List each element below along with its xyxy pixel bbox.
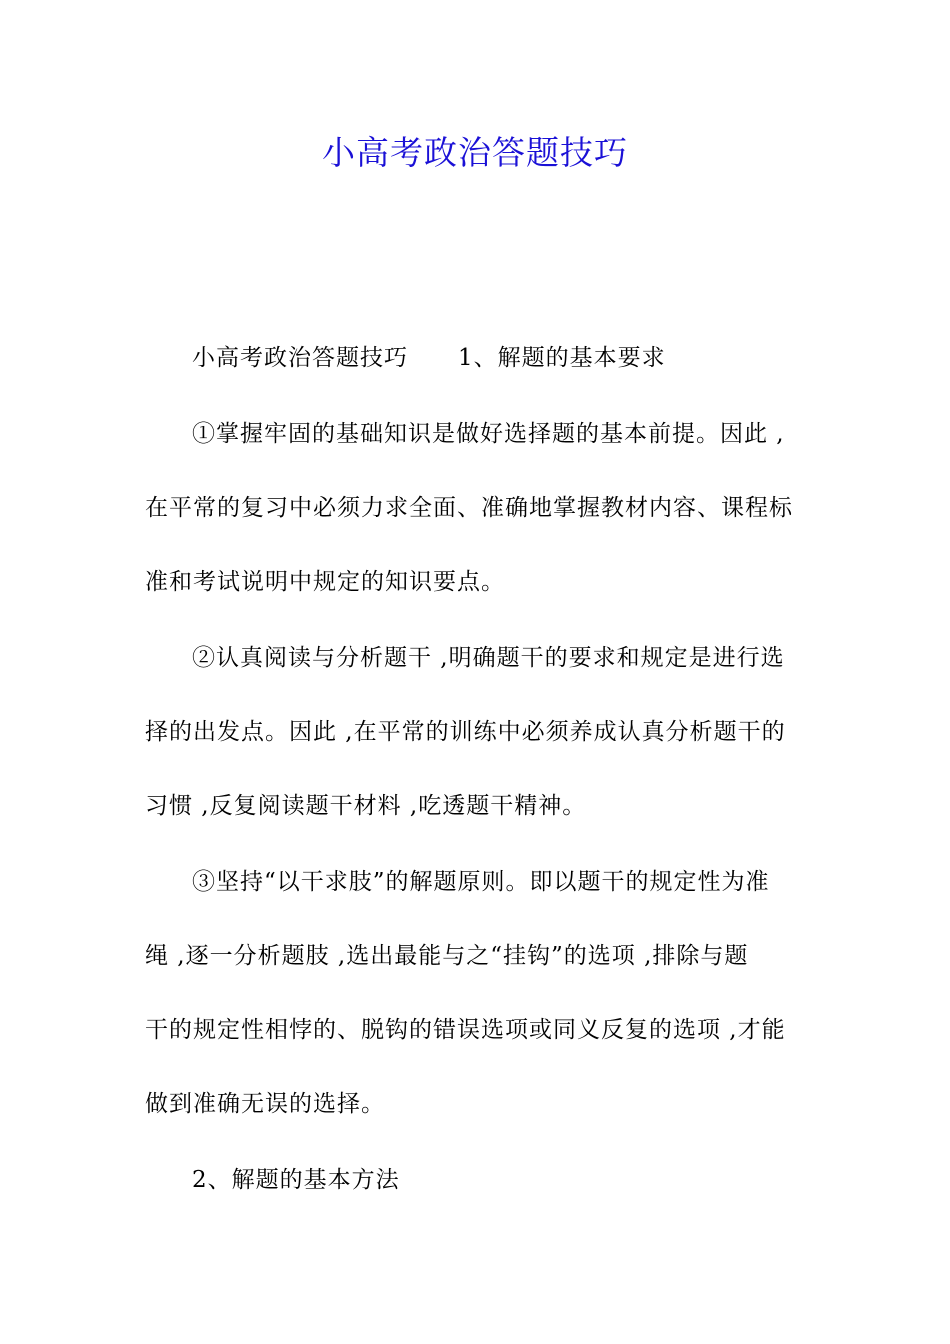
heading-line bbox=[192, 340, 666, 376]
paragraph-line: 在平常的复习中必须力求全面、准确地掌握教材内容、课程标 bbox=[145, 495, 793, 521]
heading-prefix: 小高考政治答题技巧 bbox=[192, 345, 408, 371]
paragraph-line: ②认真阅读与分析题干 ,明确题干的要求和规定是进行选 bbox=[192, 645, 785, 671]
section-1-heading: 1、解题的基本要求 bbox=[458, 345, 666, 371]
paragraph-line: 择的出发点。因此 ,在平常的训练中必须养成认真分析题干的 bbox=[145, 719, 786, 745]
paragraph-line: 绳 ,逐一分析题肢 ,选出最能与之“挂钩”的选项 ,排除与题 bbox=[145, 943, 749, 969]
paragraph-line: 干的规定性相悖的、脱钩的错误选项或同义反复的选项 ,才能 bbox=[145, 1017, 786, 1043]
paragraph-line: 准和考试说明中规定的知识要点。 bbox=[145, 569, 505, 595]
document-title: 小高考政治答题技巧 bbox=[322, 133, 628, 172]
paragraph-line: 做到准确无误的选择。 bbox=[145, 1091, 385, 1117]
paragraph-line: ③坚持“以干求肢”的解题原则。即以题干的规定性为准 bbox=[192, 869, 770, 895]
paragraph-line: ①掌握牢固的基础知识是做好选择题的基本前提。因此 , bbox=[192, 421, 785, 447]
paragraph-line: 习惯 ,反复阅读题干材料 ,吃透题干精神。 bbox=[145, 793, 587, 819]
section-2-heading: 2、解题的基本方法 bbox=[192, 1167, 400, 1193]
